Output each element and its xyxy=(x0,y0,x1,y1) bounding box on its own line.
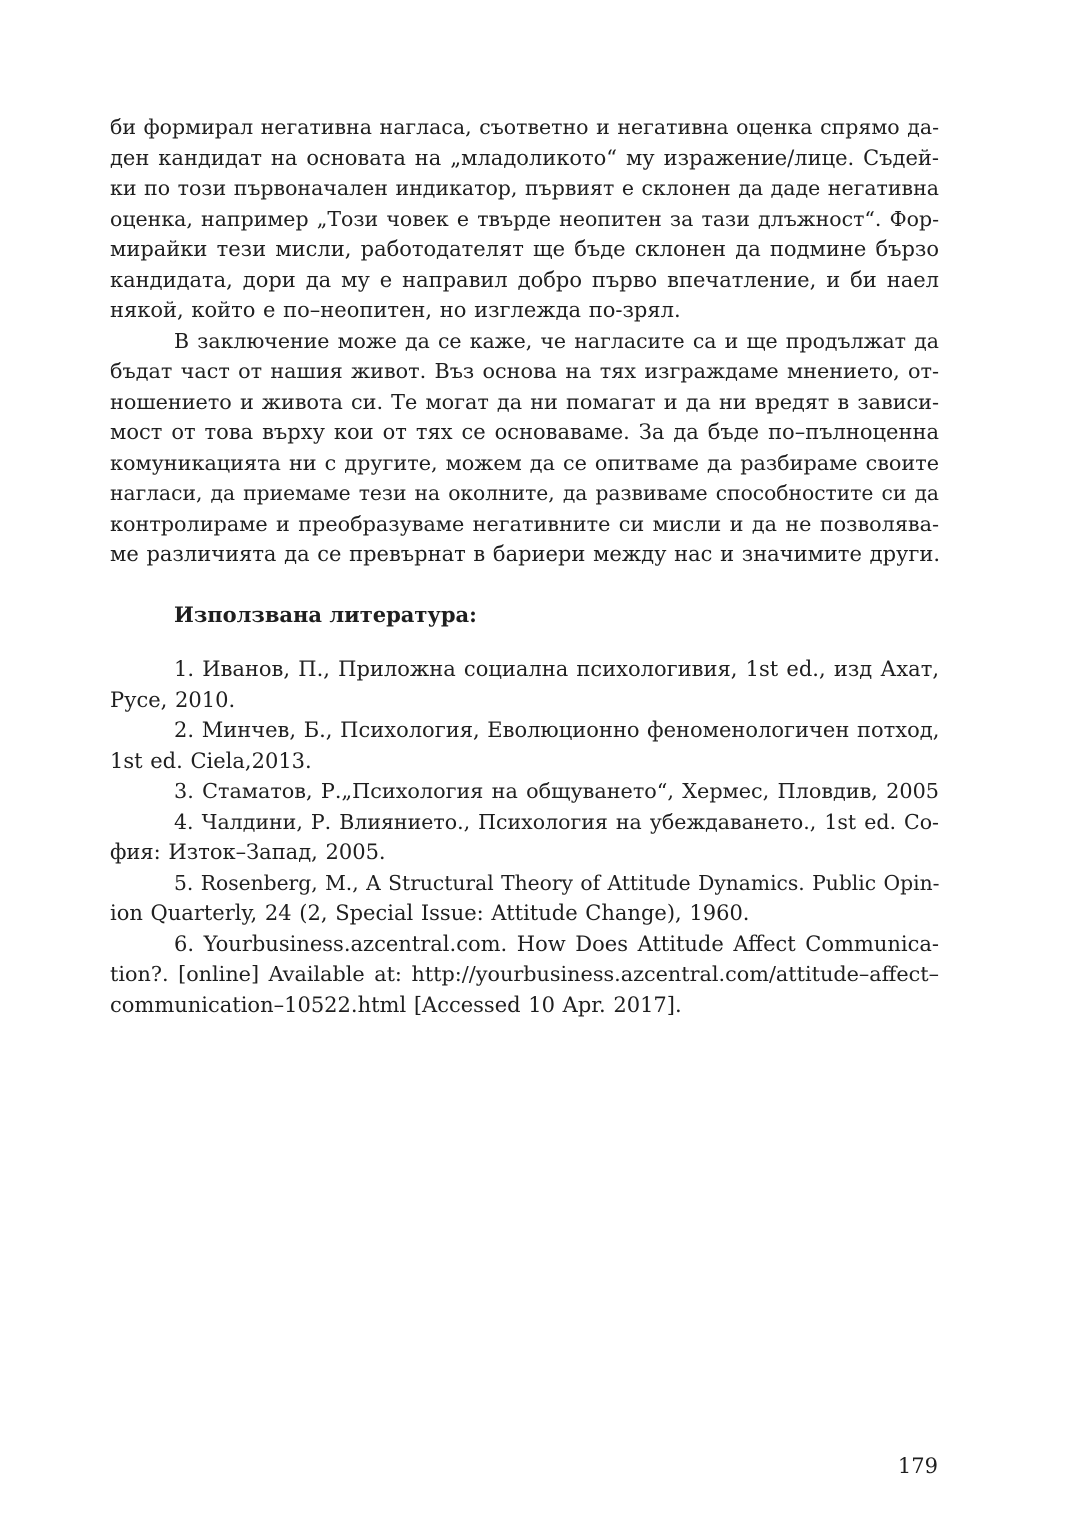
paragraph-1 xyxy=(110,112,939,326)
reference-item xyxy=(110,868,939,929)
paragraph-1-line: би формирал негативна нагласа, съответно и негативна оценка спрямо да- xyxy=(110,115,939,139)
reference-line: tion?. [online] Available at: http://yourbusiness.azcentral.com/attitude–affect– xyxy=(110,962,939,986)
paragraph-1-line: оценка, например „Този човек е твърде неопитен за тази длъжност“. Фор- xyxy=(110,206,939,231)
paragraph-2-line: ношението и живота си. Те могат да ни помагат и да ни вредят в зависи- xyxy=(110,389,939,414)
reference-line: фия: Изток–Запад, 2005. xyxy=(110,840,386,864)
paragraph-1-line: ки по този първоначален индикатор, първият е склонен да даде негативна xyxy=(110,176,939,200)
reference-line: 3. Стаматов, Р.„Психология на общуването“, Хермес, Пловдив, 2005 xyxy=(174,779,939,803)
references-list xyxy=(110,654,939,1020)
reference-line: Русе, 2010. xyxy=(110,687,236,712)
paragraph-2 xyxy=(110,326,939,570)
reference-item xyxy=(110,776,939,807)
paragraph-2-line: ме различията да се превърнат в бариери между нас и значимите други. xyxy=(110,542,941,566)
reference-line: ion Quarterly, 24 (2, Special Issue: Attitude Change), 1960. xyxy=(110,901,750,925)
reference-line: 1st ed. Ciela,2013. xyxy=(110,748,312,773)
reference-line: communication–10522.html [Accessed 10 Apr. 2017]. xyxy=(110,992,682,1017)
reference-item xyxy=(110,715,939,776)
references-heading: Използвана литература: xyxy=(174,601,477,627)
reference-line: 5. Rosenberg, M., A Structural Theory of Attitude Dynamics. Public Opin- xyxy=(174,870,940,895)
reference-line: 6. Yourbusiness.azcentral.com. How Does Attitude Affect Communica- xyxy=(174,931,939,956)
reference-line: 2. Минчев, Б., Психология, Еволюционно феноменологичен потход, xyxy=(174,718,940,742)
paragraph-2-line: бъдат част от нашия живот. Въз основа на тях изграждаме мнението, от- xyxy=(110,359,939,383)
page-body xyxy=(110,112,939,1020)
paragraph-2-line: мост от това върху кои от тях се основаваме. За да бъде по–пълноценна xyxy=(110,420,939,444)
reference-item xyxy=(110,654,939,715)
paragraph-2-line: комуникацията ни с другите, можем да се опитваме да разбираме своите xyxy=(110,450,939,475)
page-number: 179 xyxy=(897,1454,938,1478)
reference-item xyxy=(110,929,939,1021)
paragraph-2-line: нагласи, да приемаме тези на околните, да развиваме способностите си да xyxy=(110,481,939,505)
paragraph-1-line: някой, който е по–неопитен, но изглежда по-зрял. xyxy=(110,298,681,322)
paragraph-1-line: ден кандидат на основата на „младоликото“ му изражение/лице. Съдей- xyxy=(110,145,939,170)
reference-item xyxy=(110,807,939,868)
reference-line: 4. Чалдини, Р. Влиянието., Психология на убеждаването., 1st ed. Со- xyxy=(174,809,939,834)
paragraph-2-line: контролираме и преобразуваме негативните си мисли и да не позволява- xyxy=(110,511,939,536)
paragraph-2-line: В заключение може да се каже, че нагласите са и ще продължат да xyxy=(174,328,939,353)
paragraph-1-line: мирайки тези мисли, работодателят ще бъде склонен да подмине бързо xyxy=(110,237,939,261)
reference-line: 1. Иванов, П., Приложна социална психологивия, 1st ed., изд Ахат, xyxy=(174,657,939,681)
paragraph-1-line: кандидата, дори да му е направил добро първо впечатление, и би наел xyxy=(110,267,939,292)
